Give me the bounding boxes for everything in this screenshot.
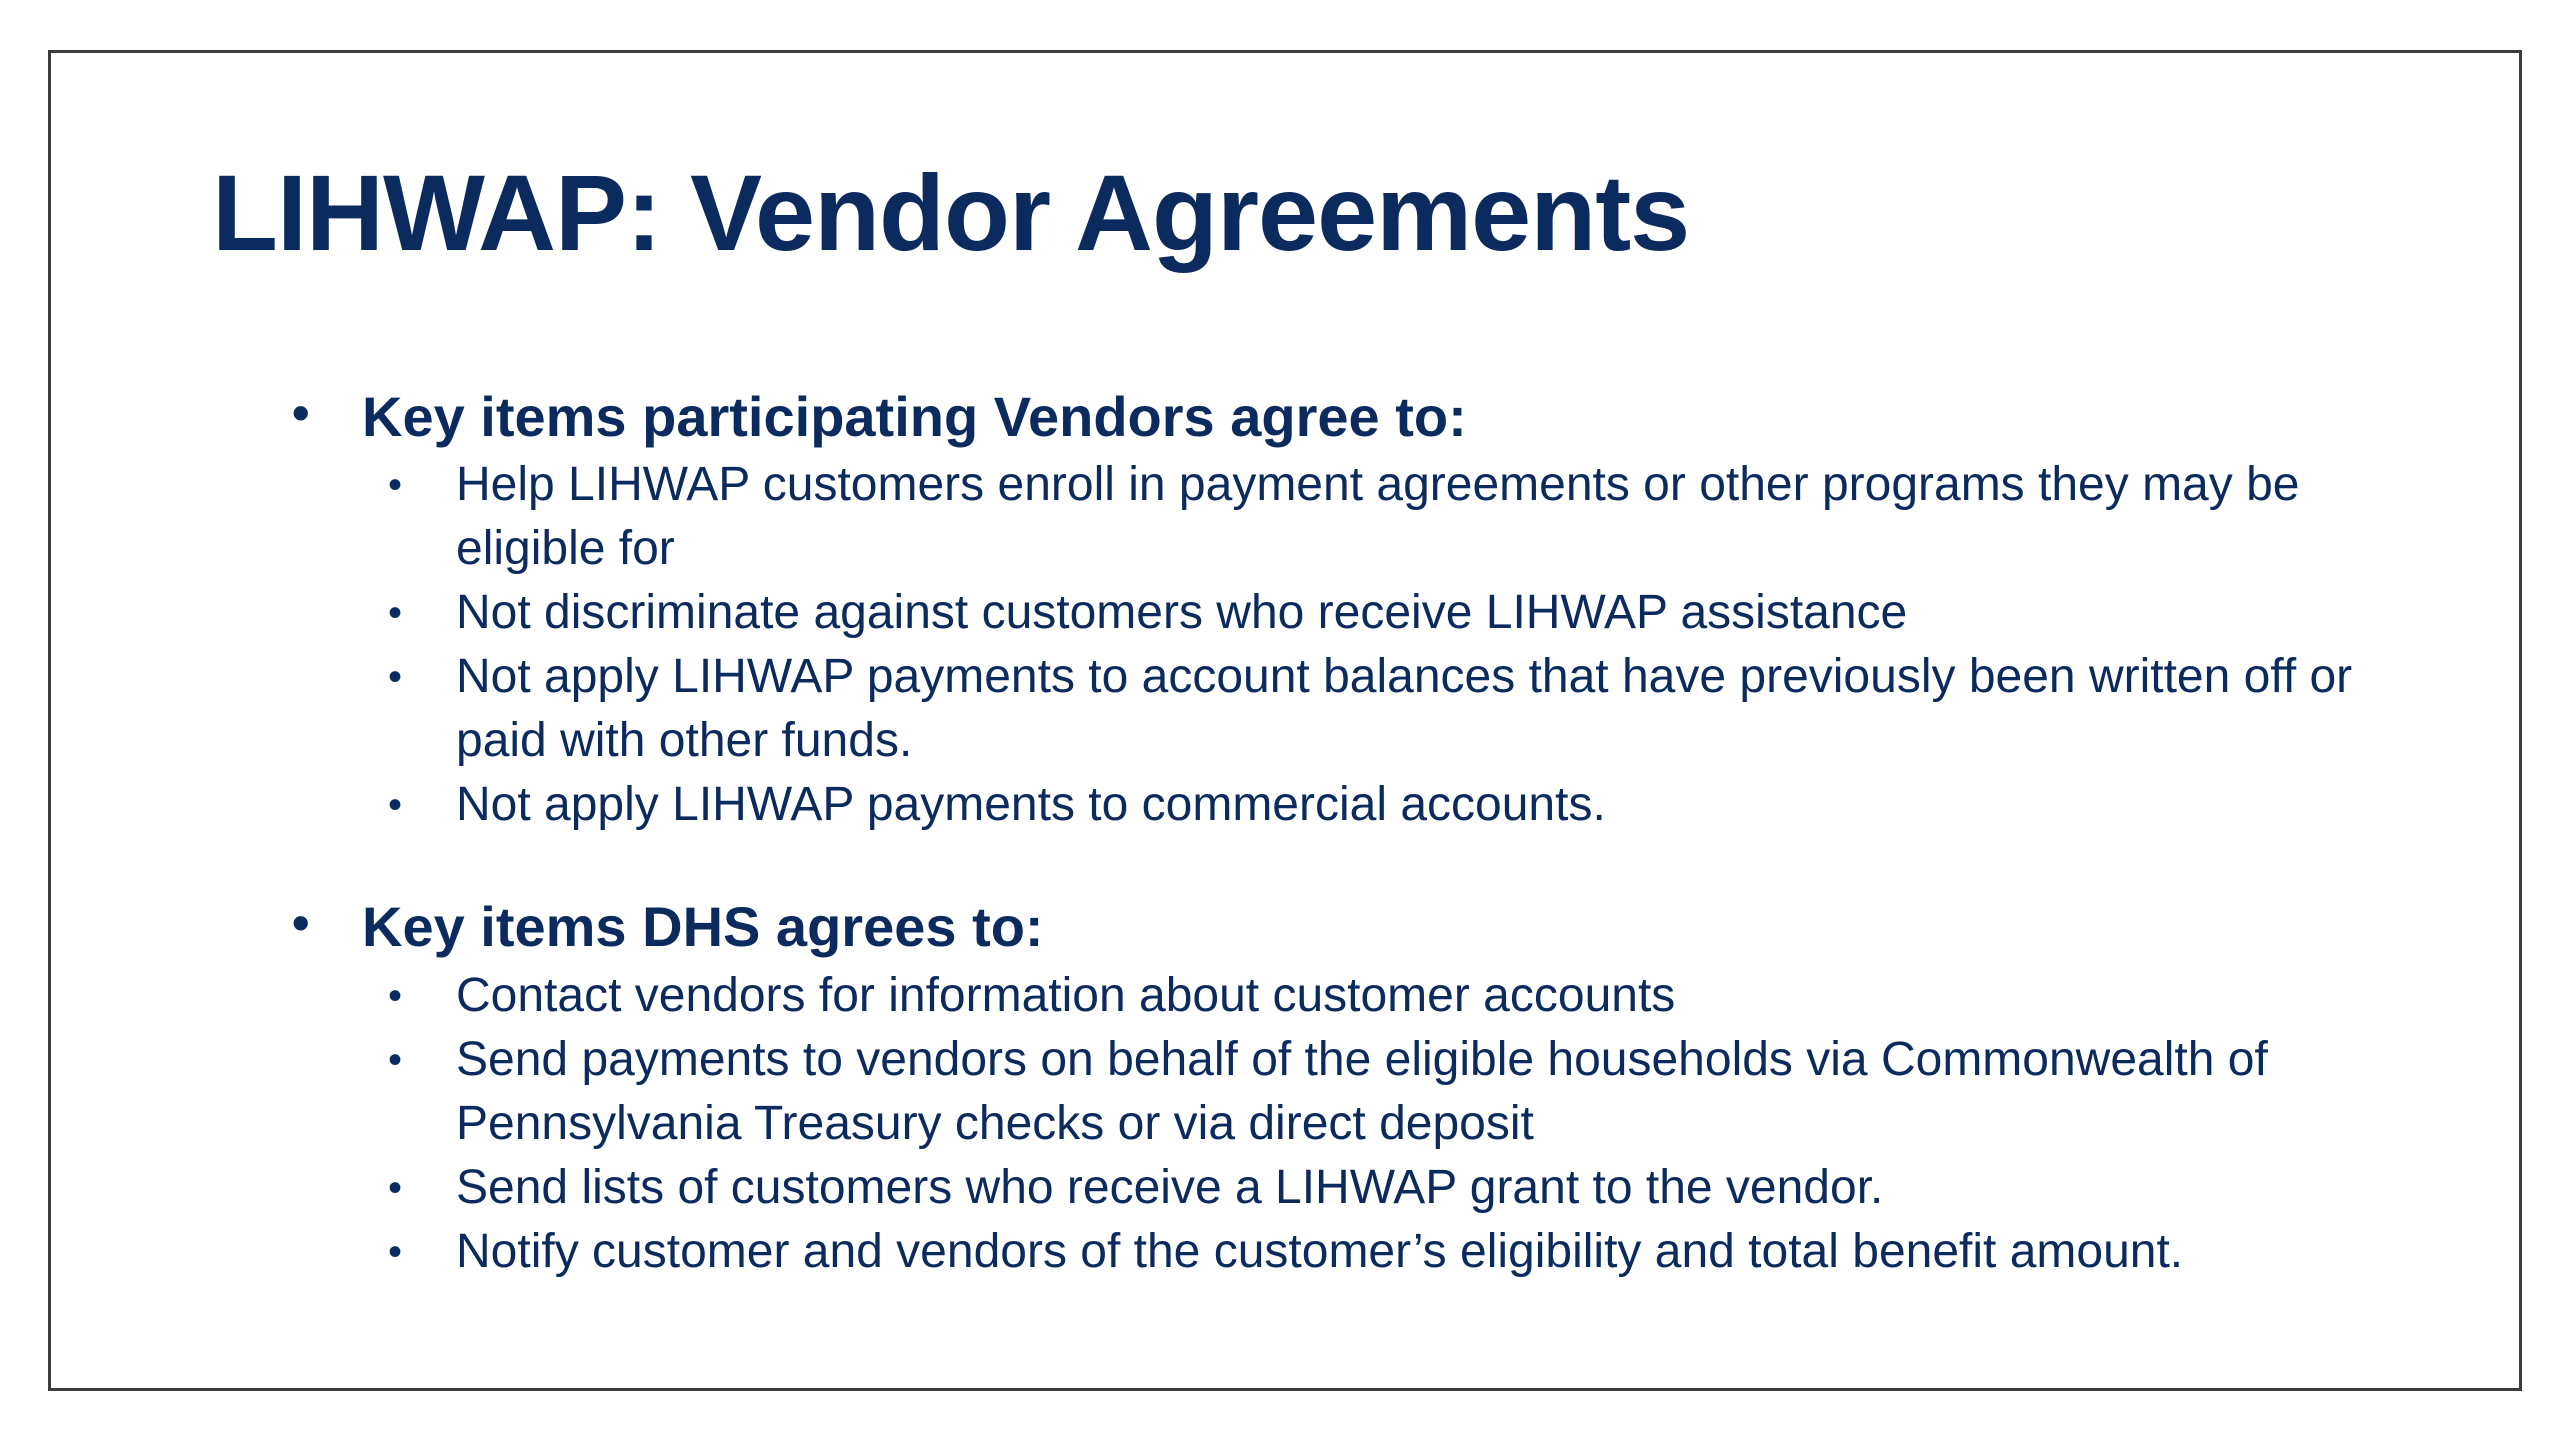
list-item-text: Not discriminate against customers who receive LIHWAP assistance: [456, 586, 1908, 640]
list-item: [240, 964, 2380, 1028]
list-item: [240, 1156, 2380, 1220]
list-item: [240, 773, 2380, 837]
bullet-icon: •: [388, 783, 403, 828]
section-vendors: [240, 385, 2380, 837]
list-item-text: Not apply LIHWAP payments to commercial accounts.: [456, 778, 1606, 832]
section-heading: [240, 895, 2380, 959]
list-item-text: Send payments to vendors on behalf of the eligible households via Commonwealth of Pennsylvania Treasury checks or via direct deposit: [456, 1032, 2268, 1150]
list-item-text: Not apply LIHWAP payments to account balances that have previously been written off or paid with other funds.: [456, 650, 2353, 768]
slide-content: [240, 385, 2380, 1284]
list-item: [240, 1220, 2380, 1284]
bullet-icon: •: [388, 973, 403, 1018]
section-heading-text: Key items DHS agrees to:: [362, 895, 1044, 959]
bullet-icon: •: [292, 895, 310, 952]
list-item-text: Help LIHWAP customers enroll in payment agreements or other programs they may be eligible for: [456, 458, 2300, 576]
list-item: [240, 581, 2380, 645]
bullet-icon: •: [388, 1037, 403, 1082]
section-heading-text: Key items participating Vendors agree to:: [362, 385, 1467, 448]
bullet-icon: •: [388, 591, 403, 636]
list-item: [240, 453, 2380, 581]
bullet-icon: •: [388, 463, 403, 508]
section-heading: [240, 385, 2380, 449]
list-item: [240, 1028, 2380, 1156]
section-dhs: [240, 895, 2380, 1283]
bullet-icon: •: [388, 1165, 403, 1210]
slide-title: LIHWAP: Vendor Agreements: [212, 152, 1690, 273]
list-item-text: Contact vendors for information about customer accounts: [456, 968, 1676, 1022]
bullet-list: [240, 964, 2380, 1284]
list-item: [240, 645, 2380, 773]
bullet-icon: •: [388, 1229, 403, 1274]
bullet-icon: •: [292, 385, 310, 441]
bullet-icon: •: [388, 655, 403, 700]
bullet-list: [240, 453, 2380, 837]
list-item-text: Notify customer and vendors of the customer’s eligibility and total benefit amount.: [456, 1224, 2184, 1278]
list-item-text: Send lists of customers who receive a LIHWAP grant to the vendor.: [456, 1160, 1884, 1214]
